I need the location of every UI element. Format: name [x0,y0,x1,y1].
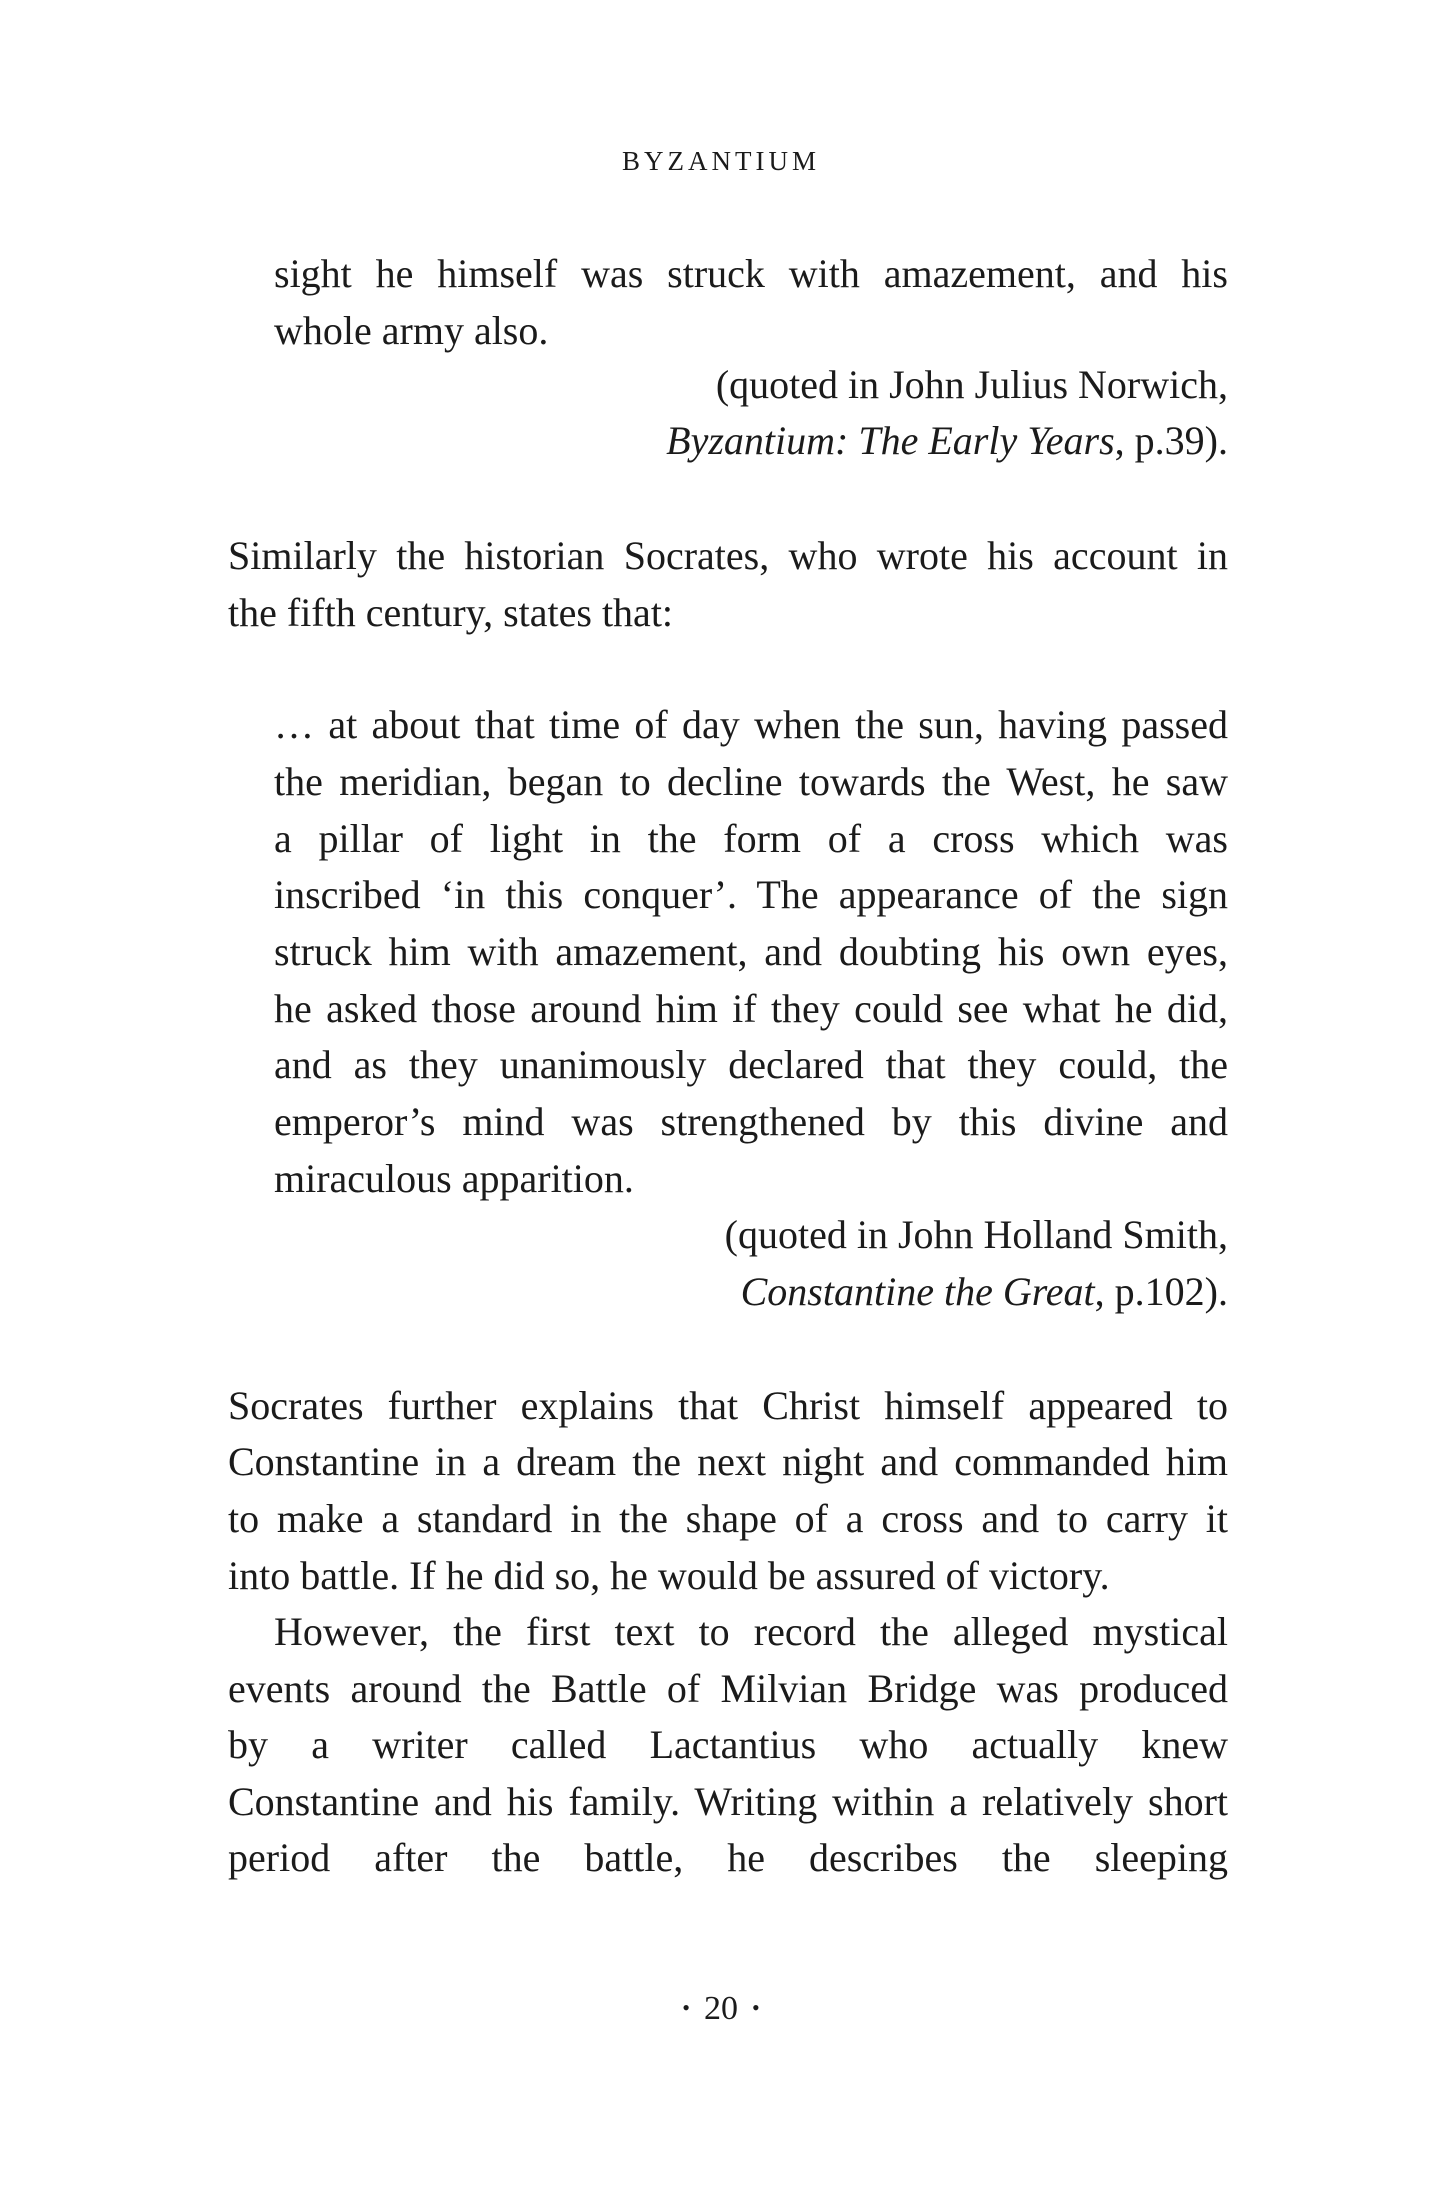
citation-title: Constantine the Great [740,1269,1095,1314]
body-line: events around the Battle of Milvian Bridge was produced [228,1666,1228,1711]
quote-line: struck him with amazement, and doubting his own eyes, [274,929,1228,974]
body-line: However, the first text to record the alleged mystical [274,1609,1228,1654]
page-number-value: 20 [704,1990,738,2027]
body-line: into battle. If he did so, he would be assured of victory. [228,1553,1110,1598]
body-line: Constantine in a dream the next night and commanded him [228,1439,1228,1484]
citation-line: (quoted in John Julius Norwich, [715,362,1228,407]
citation-line [600,1269,1228,1314]
body-line: Similarly the historian Socrates, who wrote his account in [228,533,1228,578]
quote-line: and as they unanimously declared that they could, the [274,1042,1228,1087]
bullet-left: • [682,1995,690,2020]
citation-page: , p.102). [1094,1269,1228,1314]
citation-line [600,418,1228,463]
body-line: to make a standard in the shape of a cross and to carry it [228,1496,1228,1541]
body-line: by a writer called Lactantius who actually knew [228,1722,1228,1767]
quote-line: inscribed ‘in this conquer’. The appearance of the sign [274,872,1228,917]
body-line: Socrates further explains that Christ himself appeared to [228,1383,1228,1428]
citation-page: , p.39). [1114,418,1228,463]
body-line: the fifth century, states that: [228,590,674,635]
page-number [0,1990,1442,2028]
quote-line: … at about that time of day when the sun, having passed [274,702,1228,747]
quote-line: sight he himself was struck with amazement, and his [274,251,1228,296]
quote-line: he asked those around him if they could see what he did, [274,986,1228,1031]
bullet-right: • [752,1995,760,2020]
quote-line: miraculous apparition. [274,1156,634,1201]
body-line: Constantine and his family. Writing within a relatively short [228,1779,1228,1824]
body-line: period after the battle, he describes the sleeping [228,1835,1228,1880]
quote-line: emperor’s mind was strengthened by this divine and [274,1099,1228,1144]
quote-line: whole army also. [274,308,549,353]
citation-title: Byzantium: The Early Years [666,418,1115,463]
quote-line: a pillar of light in the form of a cross which was [274,816,1228,861]
running-head: BYZANTIUM [622,146,820,176]
quote-line: the meridian, began to decline towards the West, he saw [274,759,1228,804]
citation-line: (quoted in John Holland Smith, [724,1212,1228,1257]
